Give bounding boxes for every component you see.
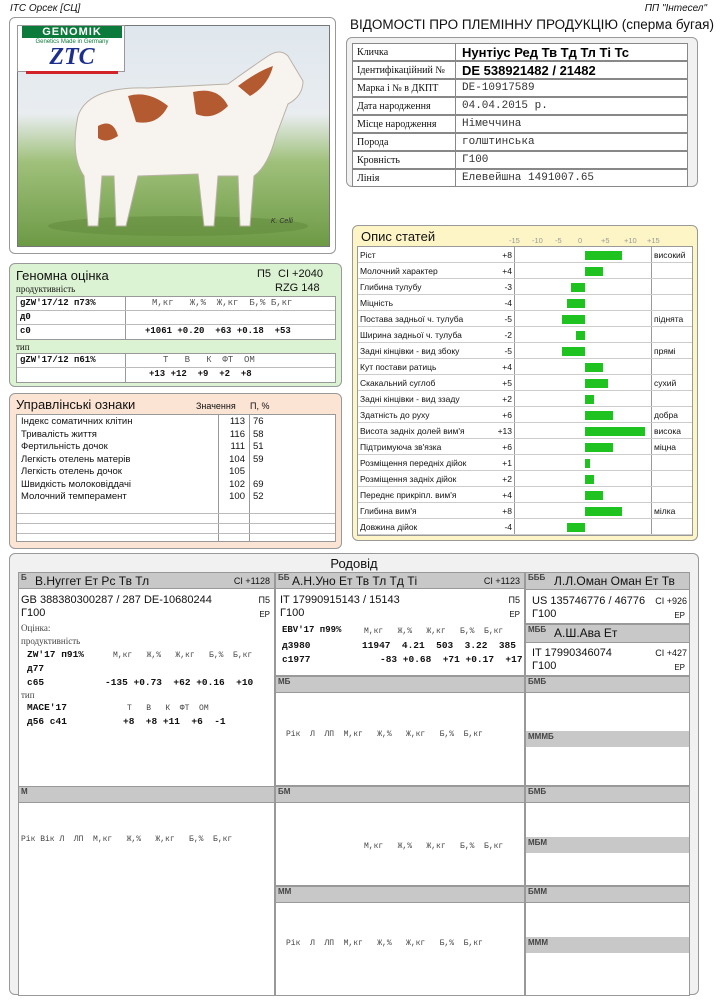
sire-blood: Г100 (21, 607, 46, 619)
trait-row (358, 439, 692, 455)
id-key: Ідентифікаційний № (353, 62, 456, 78)
trait-name: Глибина вим'я (360, 506, 417, 516)
trait-descriptor: високий (654, 250, 686, 260)
id-value: 04.04.2015 р. (462, 100, 548, 112)
management-percent: 59 (253, 453, 264, 465)
trait-row (358, 327, 692, 343)
trait-name: Підтримуюча зв'язка (360, 442, 442, 452)
pgs-prod-head: М,кг Ж,% Ж,кг Б,% Б,кг (364, 627, 504, 636)
scale-tick: -15 (509, 236, 520, 245)
trait-row (358, 487, 692, 503)
mb-cols: Рік Л ЛП М,кг Ж,% Ж,кг Б,% Б,кг (286, 730, 483, 739)
genomic-prod-values: +1061 +0.20 +63 +0.18 +53 (145, 326, 291, 336)
logo-subtitle: Genetics Made in Germany (35, 39, 109, 45)
management-col-percent: П, % (250, 401, 270, 411)
mbb-name: А.Ш.Ава Ет (554, 626, 618, 640)
bmm-box (525, 886, 690, 996)
header-left: ІТС Орсек [СЦ] (10, 3, 81, 14)
management-value: 104 (229, 453, 245, 465)
sire-eval-label: Оцінка: (21, 623, 51, 633)
id-value: DE-10917589 (462, 82, 535, 94)
trait-value: -5 (504, 346, 512, 356)
genomic-p: П5 (257, 268, 272, 280)
pgs-p: П5 (508, 595, 520, 605)
management-row (17, 441, 335, 453)
pgs-id: IT 17990915143 / 15143 (280, 594, 400, 606)
genomic-rzg: RZG 148 (275, 282, 320, 294)
trait-bar (585, 379, 608, 388)
genomic-type-label: тип (16, 342, 30, 352)
trait-name: Висота задніх долей вим'я (360, 426, 465, 436)
id-key: Порода (353, 134, 456, 150)
logo-ztc: ZTC (26, 44, 118, 74)
id-value: Німеччина (462, 118, 522, 130)
id-row (352, 61, 688, 79)
trait-name: Скакальний суглоб (360, 378, 436, 388)
trait-row (358, 247, 692, 263)
mbm-code: МБМ (528, 838, 548, 847)
id-key: Кровність (353, 152, 456, 168)
dam-cols: Рік Вік Л ЛП М,кг Ж,% Ж,кг Б,% Б,кг (21, 835, 233, 844)
trait-bar (585, 267, 603, 276)
pgs-code: ББ (278, 573, 290, 582)
trait-value: +4 (502, 266, 512, 276)
trait-bar (562, 347, 585, 356)
genomic-prod-head: М,кг Ж,% Ж,кг Б,% Б,кг (152, 298, 293, 308)
genomic-c: с0 (20, 326, 31, 336)
trait-name: Міцність (360, 298, 393, 308)
photo-credit: K. Celli (270, 218, 293, 225)
trait-bar (585, 491, 603, 500)
trait-value: +8 (502, 506, 512, 516)
management-percent: 58 (253, 428, 264, 440)
trait-value: -4 (504, 298, 512, 308)
trait-value: -4 (504, 522, 512, 532)
management-row (17, 454, 335, 466)
sire-prod-label: продуктивність (21, 636, 81, 646)
mbb-box (525, 624, 690, 676)
pedigree-title: Родовід (330, 556, 378, 571)
trait-descriptor: мілка (654, 506, 676, 516)
management-value: 102 (229, 478, 245, 490)
bbb-id: US 135746776 / 46776 (532, 595, 646, 607)
pgs-blood: Г100 (280, 607, 305, 619)
trait-bar (585, 363, 603, 372)
bbb-ci: CI +926 (655, 596, 687, 606)
trait-name: Розміщення задніх дійок (360, 474, 457, 484)
trait-name: Розміщення передніх дійок (360, 458, 467, 468)
trait-name: Кут постави ратиць (360, 362, 437, 372)
genomic-type-values: +13 +12 +9 +2 +8 (149, 369, 252, 379)
sire-name: В.Нуггет Ет Рс Тв Тл (35, 574, 150, 588)
trait-bar (567, 523, 585, 532)
trait-row (358, 455, 692, 471)
page-title: ВІДОМОСТІ ПРО ПЛЕМІННУ ПРОДУКЦІЮ (сперма бугая) (350, 17, 714, 32)
sire-dc: д56 с41 (27, 716, 67, 727)
sire-type-values: +8 +8 +11 +6 -1 (123, 716, 226, 727)
pgs-name: А.Н.Уно Ет Тв Тл Тд Ті (292, 574, 418, 588)
trait-bar (585, 395, 594, 404)
management-value: 113 (229, 416, 245, 427)
trait-descriptor: сухий (654, 378, 677, 388)
trait-name: Ширина задньої ч. тулуба (360, 330, 462, 340)
id-value: DE 538921482 / 21482 (462, 63, 596, 78)
trait-value: +2 (502, 394, 512, 404)
trait-value: +4 (502, 490, 512, 500)
id-key: Кличка (353, 44, 456, 60)
pgs-ebv: EBV'17 п99% (282, 625, 342, 635)
bbb-ep: ЕР (674, 611, 685, 620)
trait-name: Ріст (360, 250, 376, 260)
management-percent: 52 (253, 491, 264, 502)
id-value: голштинська (462, 136, 535, 148)
header-right: ПП "Інтесел" (644, 3, 707, 14)
trait-name: Задні кінцівки - вид ззаду (360, 394, 460, 404)
trait-name: Переднє прикріпл. вим'я (360, 490, 457, 500)
management-trait: Легкість отелень матерів (21, 453, 131, 465)
sire-type-label: тип (21, 690, 35, 700)
bmb-box (525, 676, 690, 786)
id-row (352, 79, 688, 97)
genomic-ci: CI +2040 (278, 268, 323, 280)
trait-descriptor: піднята (654, 314, 684, 324)
linear-traits-panel (352, 225, 698, 541)
trait-descriptor: міцна (654, 442, 677, 452)
management-row (17, 466, 335, 478)
genomic-panel (9, 263, 342, 387)
trait-row (358, 343, 692, 359)
logo-genomik: GENOMIK (22, 26, 122, 38)
trait-bar (585, 507, 622, 516)
bm-cols: М,кг Ж,% Ж,кг Б,% Б,кг (364, 842, 504, 851)
sire-d: д77 (27, 663, 45, 674)
id-row (352, 43, 688, 61)
management-trait: Швидкість молоковіддачі (21, 478, 132, 490)
mm-code: ММ (278, 887, 292, 896)
bmm-code: БММ (528, 887, 548, 896)
genomic-production-table (16, 296, 336, 340)
sire-ci: CI +1128 (233, 576, 270, 586)
trait-value: +1 (502, 458, 512, 468)
trait-value: +5 (502, 378, 512, 388)
trait-row (358, 471, 692, 487)
genomic-title: Геномна оцінка (16, 268, 109, 283)
trait-value: +6 (502, 410, 512, 420)
trait-name: Довжина дійок (360, 522, 418, 532)
scale-tick: +15 (647, 236, 660, 245)
trait-bar (585, 443, 613, 452)
trait-bar (585, 251, 622, 260)
bm-box (275, 786, 525, 886)
trait-bar (571, 283, 585, 292)
management-row (17, 429, 335, 441)
trait-row (358, 423, 692, 439)
management-table (16, 414, 336, 542)
identification-panel (346, 37, 698, 187)
id-key: Місце народження (353, 116, 456, 132)
traits-title: Опис статей (361, 229, 436, 244)
sire-zw: ZW'17 п91% (27, 649, 85, 660)
trait-name: Молочний характер (360, 266, 438, 276)
id-row (352, 97, 688, 115)
id-row (352, 115, 688, 133)
scale-tick: +10 (624, 236, 637, 245)
trait-bar (585, 411, 613, 420)
trait-bar (576, 331, 585, 340)
sire-code: Б (21, 573, 27, 582)
scale-tick: -10 (532, 236, 543, 245)
management-value: 100 (229, 491, 245, 502)
management-row (17, 479, 335, 491)
management-trait: Молочний темперамент (21, 491, 127, 502)
trait-row (358, 279, 692, 295)
dam-code: М (21, 787, 28, 796)
bmbx-box (525, 786, 690, 886)
trait-bar (585, 427, 645, 436)
trait-value: -2 (504, 330, 512, 340)
trait-name: Задні кінцівки - вид збоку (360, 346, 460, 356)
sire-mace: MACE'17 (27, 702, 67, 713)
bmb-code: БМБ (528, 677, 547, 686)
trait-bar (567, 299, 585, 308)
id-value: Елевейшна 1491007.65 (462, 172, 595, 184)
pgs-ci: CI +1123 (483, 576, 520, 586)
bmbx-code: БМБ (528, 787, 547, 796)
management-trait: Тривалість життя (21, 428, 97, 440)
id-key: Дата народження (353, 98, 456, 114)
management-value: 116 (229, 428, 245, 440)
pgs-d: д3980 (282, 640, 311, 651)
mm-cols: Рік Л ЛП М,кг Ж,% Ж,кг Б,% Б,кг (286, 939, 483, 948)
trait-name: Глибина тулубу (360, 282, 422, 292)
trait-descriptor: висока (654, 426, 681, 436)
sire-prod-head: М,кг Ж,% Ж,кг Б,% Б,кг (113, 651, 253, 660)
genomic-d: д0 (20, 312, 31, 322)
pgs-values2: -83 +0.68 +71 +0.17 +17 (380, 654, 523, 665)
trait-row (358, 391, 692, 407)
id-row (352, 133, 688, 151)
mb-code: МБ (278, 677, 291, 686)
management-trait: Легкість отелень дочок (21, 466, 122, 477)
genomic-subtitle: продуктивність (16, 284, 76, 294)
id-key: Лінія (353, 170, 456, 186)
mm-box (275, 886, 525, 996)
trait-row (358, 295, 692, 311)
trait-row (358, 503, 692, 519)
genomic-type-row-label: gZW'17/12 п61% (20, 355, 96, 365)
mb-box (275, 676, 525, 786)
trait-value: +13 (497, 426, 512, 436)
sire-prod-values: -135 +0.73 +62 +0.16 +10 (105, 677, 254, 688)
pgs-values1: 11947 4.21 503 3.22 385 (362, 640, 516, 651)
management-value: 111 (230, 441, 245, 452)
management-title: Управлінські ознаки (16, 397, 136, 412)
mbb-code: МББ (528, 625, 547, 634)
bbb-name: Л.Л.Оман Оман Ет Тв (554, 574, 675, 588)
management-row (17, 416, 335, 428)
trait-bar (585, 475, 594, 484)
scale-tick: 0 (578, 236, 583, 245)
scale-tick: +5 (601, 236, 610, 245)
management-col-value: Значення (196, 401, 236, 411)
trait-row (358, 407, 692, 423)
management-value: 105 (229, 466, 245, 477)
sire-box (18, 572, 275, 794)
trait-value: +2 (502, 474, 512, 484)
bbb-blood: Г100 (532, 608, 557, 620)
trait-row (358, 311, 692, 327)
brand-logo (17, 25, 125, 72)
trait-value: +6 (502, 442, 512, 452)
management-row (17, 491, 335, 503)
pgs-c: с1977 (282, 654, 311, 665)
sire-id: GB 388380300287 / 287 DE-10680244 (21, 594, 212, 606)
pedigree-panel (9, 553, 699, 995)
management-percent: 51 (253, 441, 264, 452)
trait-row (358, 263, 692, 279)
bbb-code: БББ (528, 573, 546, 582)
id-row (352, 169, 688, 187)
mmm-code: МММ (528, 938, 548, 947)
id-key: Марка і № в ДКПТ (353, 80, 456, 96)
trait-row (358, 375, 692, 391)
trait-value: +4 (502, 362, 512, 372)
dam-box (18, 786, 275, 996)
mmb-code: МММБ (528, 732, 554, 741)
mbb-ep: ЕР (674, 663, 685, 672)
management-panel (9, 393, 342, 549)
trait-row (358, 519, 692, 535)
trait-name: Постава задньої ч. тулуба (360, 314, 464, 324)
sire-ep: ЕР (259, 610, 270, 619)
sire-type-head: Т В К ФТ ОМ (127, 704, 209, 713)
management-percent: 69 (253, 478, 264, 490)
management-trait: Індекс соматичних клітин (21, 416, 133, 427)
pgs-ep: ЕР (509, 610, 520, 619)
bm-code: БМ (278, 787, 291, 796)
genomic-type-table (16, 353, 336, 383)
trait-descriptor: прямі (654, 346, 676, 356)
sire-p: П5 (258, 595, 270, 605)
bbb-box (525, 572, 690, 624)
trait-value: -3 (504, 282, 512, 292)
genomic-prod-label: gZW'17/12 п73% (20, 298, 96, 308)
trait-row (358, 359, 692, 375)
mbb-id: IT 17990346074 (532, 647, 612, 659)
trait-descriptor: добра (654, 410, 679, 420)
id-row (352, 151, 688, 169)
mbb-ci: CI +427 (655, 648, 687, 658)
genomic-type-head: Т В К ФТ ОМ (163, 355, 255, 365)
scale-tick: -5 (555, 236, 562, 245)
id-value: Г100 (462, 154, 489, 166)
bull-photo-frame (9, 17, 336, 254)
trait-name: Здатність до руху (360, 410, 430, 420)
trait-bar (562, 315, 585, 324)
sire-c: с65 (27, 677, 45, 688)
trait-bar (585, 459, 590, 468)
mbb-blood: Г100 (532, 660, 557, 672)
trait-value: +8 (502, 250, 512, 260)
id-value: Нунтіус Ред Тв Тд Тл Ті Тс (462, 45, 630, 60)
management-percent: 76 (253, 416, 264, 427)
trait-value: -5 (504, 314, 512, 324)
management-trait: Фертильність дочок (21, 441, 108, 452)
paternal-grandsire-box (275, 572, 525, 676)
traits-table (357, 246, 693, 536)
